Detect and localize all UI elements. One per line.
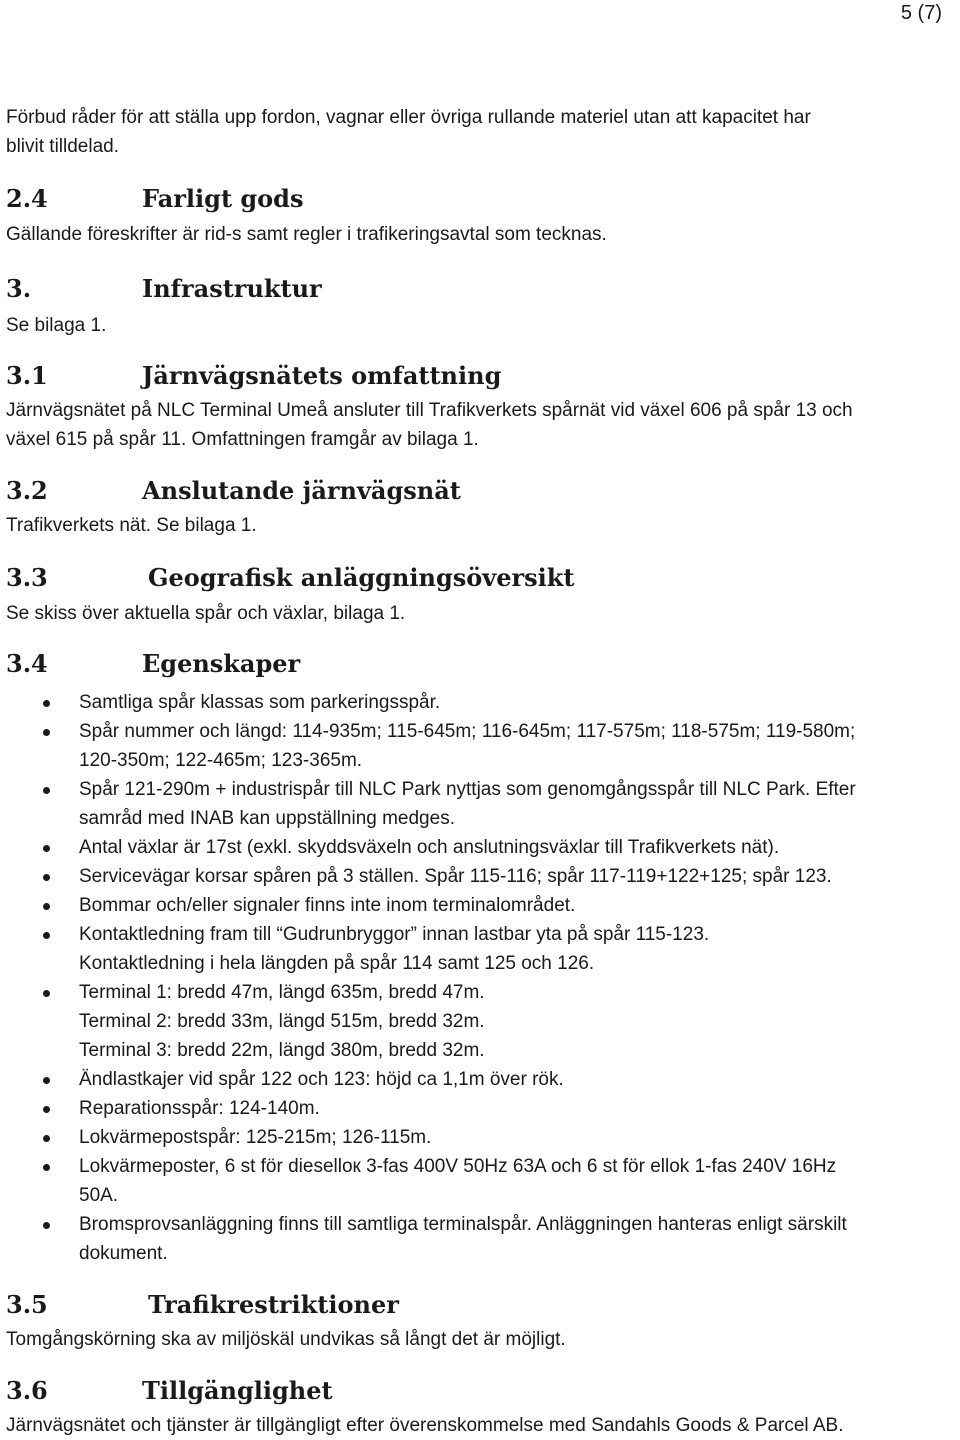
section-body: Trafikverkets nät. Se bilaga 1. [6,515,257,536]
list-item-line: Samtliga spår klassas som parkeringsspår. [79,692,441,713]
section-heading-2-4 [6,184,303,213]
bullet-icon [43,990,50,997]
list-item [0,775,955,833]
body-line: växel 615 på spår 11. Omfattningen framgår av bilaga 1. [6,429,479,450]
list-item [0,688,955,717]
bullet-icon [43,787,50,794]
list-item-line: Lokvärmepostspår: 125-215m; 126-115m. [79,1127,432,1148]
section-body: Se bilaga 1. [6,315,107,336]
list-item [0,717,955,775]
list-item-line: Spår 121-290m + industrispår till NLC Park nyttjas som genomgångsspår till NLC Park. Efter [79,779,856,800]
section-title: Järnvägsnätets omfattning [142,361,502,390]
section-title: Anslutande järnvägsnät [142,476,461,505]
section-heading-3-6 [6,1376,333,1405]
section-title: Egenskaper [142,649,301,678]
list-item-line: Kontaktledning fram till “Gudrunbryggor” innan lastbar yta på spår 115-123. [79,924,710,945]
section-body: Se skiss över aktuella spår och växlar, bilaga 1. [6,603,406,624]
section-number: 3.4 [6,649,48,678]
section-number: 3.6 [6,1376,48,1405]
list-item-line: Terminal 2: bredd 33m, längd 515m, bredd 32m. [79,1011,485,1032]
list-item-line: 120-350m; 122-465m; 123-365m. [79,750,363,771]
section-number: 3.3 [6,563,48,592]
list-item [0,978,955,1065]
section-heading-3-1 [6,361,501,390]
bullet-icon [43,1135,50,1142]
list-item [0,1210,955,1268]
list-item-line: Terminal 3: bredd 22m, längd 380m, bredd 32m. [79,1040,485,1061]
list-item-line: Bommar och/eller signaler finns inte inom terminalområdet. [79,895,576,916]
list-item [0,1094,955,1123]
list-item-line: Kontaktledning i hela längden på spår 114 samt 125 och 126. [79,953,595,974]
list-item [0,1065,955,1094]
bullet-icon [43,845,50,852]
section-number: 3.2 [6,476,48,505]
page-number: 5 (7) [900,2,942,24]
bullet-icon [43,932,50,939]
section-body: Gällande föreskrifter är rid-s samt regler i trafikeringsavtal som tecknas. [6,224,607,245]
bullet-icon [43,1106,50,1113]
list-item [0,833,955,862]
list-item [0,1123,955,1152]
list-item-line: 50A. [79,1185,119,1206]
list-item-line: Lokvärmeposter, 6 st för dieselloк 3-fas 400V 50Hz 63A och 6 st för ellok 1-fas 240V 16Hz [79,1156,837,1177]
list-item [0,920,955,978]
properties-list [0,688,955,1268]
bullet-icon [43,874,50,881]
section-heading-3 [6,274,322,303]
section-heading-3-3 [6,563,574,592]
intro-line: Förbud råder för att ställa upp fordon, vagnar eller övriga rullande materiel utan att kapacitet har [6,107,811,128]
list-item-line: Terminal 1: bredd 47m, längd 635m, bredd 47m. [79,982,485,1003]
list-item-line: Ändlastkajer vid spår 122 och 123: höjd ca 1,1m över rök. [79,1069,564,1090]
section-number: 3.5 [6,1290,48,1319]
section-title: Farligt gods [142,184,304,213]
list-item-line: dokument. [79,1243,168,1264]
section-number: 3.1 [6,361,48,390]
section-title: Trafikrestriktioner [148,1290,399,1319]
section-heading-3-2 [6,476,461,505]
bullet-icon [43,729,50,736]
list-item [0,1152,955,1210]
section-number: 3. [6,274,32,303]
bullet-icon [43,1077,50,1084]
section-heading-3-4 [6,649,300,678]
bullet-icon [43,700,50,707]
intro-line: blivit tilldelad. [6,136,119,157]
section-body [6,396,853,454]
list-item-line: Reparationsspår: 124-140m. [79,1098,320,1119]
body-line: Järnvägsnätet på NLC Terminal Umeå ansluter till Trafikverkets spårnät vid växel 606 på spår 13 och [6,400,853,421]
section-heading-3-5 [6,1290,399,1319]
bullet-icon [43,903,50,910]
section-title: Infrastruktur [142,274,322,303]
intro-paragraph [6,103,811,161]
section-body: Tomgångskörning ska av miljöskäl undvikas så långt det är möjligt. [6,1329,566,1350]
list-item-line: Antal växlar är 17st (exkl. skyddsväxeln och anslutningsväxlar till Trafikverkets nät). [79,837,780,858]
section-number: 2.4 [6,184,48,213]
list-item [0,862,955,891]
list-item [0,891,955,920]
section-title: Tillgänglighet [142,1376,333,1405]
bullet-icon [43,1164,50,1171]
list-item-line: Servicevägar korsar spåren på 3 ställen. Spår 115-116; spår 117-119+122+125; spår 123. [79,866,832,887]
list-item-line: Bromsprovsanläggning finns till samtliga terminalspår. Anläggningen hanteras enligt särskilt [79,1214,847,1235]
bullet-icon [43,1222,50,1229]
section-title: Geografisk anläggningsöversikt [148,563,575,592]
section-body: Järnvägsnätet och tjänster är tillgängligt efter överenskommelse med Sandahls Goods & Parcel AB. [6,1415,844,1436]
list-item-line: samråd med INAB kan uppställning medges. [79,808,455,829]
list-item-line: Spår nummer och längd: 114-935m; 115-645m; 116-645m; 117-575m; 118-575m; 119-580m; [79,721,856,742]
